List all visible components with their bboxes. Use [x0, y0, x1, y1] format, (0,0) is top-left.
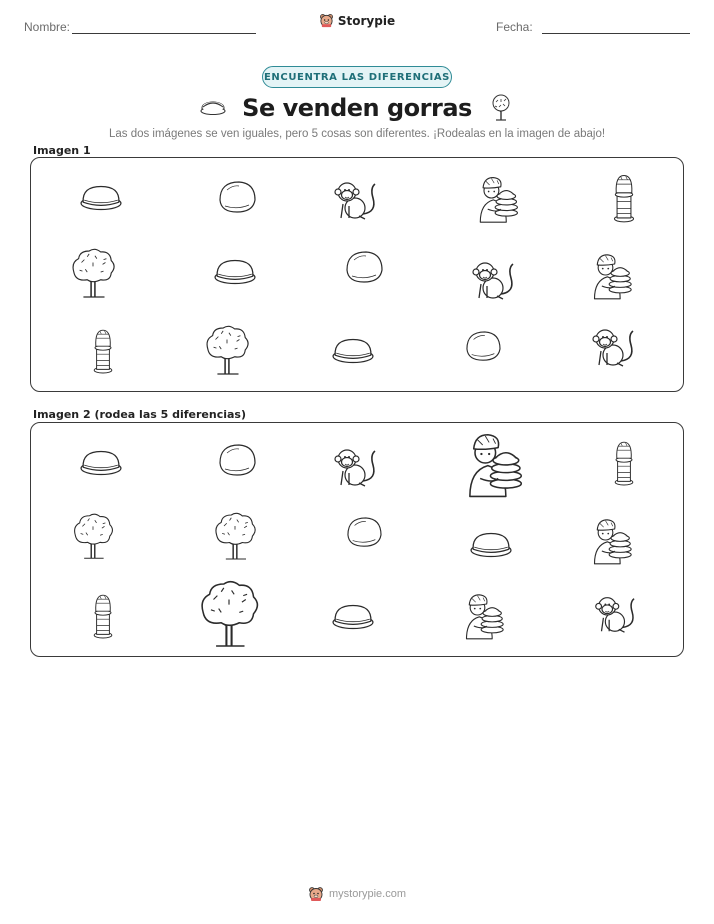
- panel-2-label: Imagen 2 (rodea las 5 diferencias): [33, 408, 247, 421]
- brand-name: Storypie: [337, 13, 396, 28]
- beret-icon: [463, 330, 503, 364]
- date-label: Fecha:: [496, 20, 533, 34]
- monkey-icon[interactable]: [590, 592, 636, 636]
- tree-icon: [204, 326, 250, 376]
- cap-stack-icon: [609, 172, 639, 224]
- cap-stack-icon: [88, 327, 118, 375]
- date-field[interactable]: [542, 33, 690, 34]
- footer: [0, 886, 714, 902]
- cap-icon: [80, 181, 122, 215]
- storypie-bear-icon: [308, 886, 324, 902]
- tree-icon[interactable]: [71, 514, 115, 560]
- peddler-icon[interactable]: [589, 514, 633, 566]
- beret-icon: [216, 180, 258, 216]
- activity-badge: ENCUENTRA LAS DIFERENCIAS: [262, 66, 452, 88]
- cap-stack-icon[interactable]: [609, 439, 639, 487]
- cap-icon[interactable]: [332, 600, 374, 634]
- instructions-text: Las dos imágenes se ven iguales, pero 5 cosas son diferentes. ¡Rodealas en la imagen de abajo!: [108, 128, 606, 140]
- beret-icon: [344, 250, 384, 286]
- monkey-icon: [587, 324, 635, 370]
- cap-icon: [200, 99, 226, 117]
- name-label: Nombre:: [24, 20, 71, 34]
- tree-icon: [70, 249, 116, 299]
- tree-icon: [488, 94, 514, 122]
- monkey-icon[interactable]: [329, 445, 377, 489]
- beret-icon[interactable]: [344, 516, 384, 550]
- monkey-icon: [329, 178, 377, 222]
- storypie-bear-icon: [319, 13, 334, 28]
- brand-logo: [0, 13, 714, 28]
- tree-icon[interactable]: [198, 580, 260, 650]
- image-1-panel: [30, 157, 684, 392]
- cap-icon[interactable]: [80, 446, 122, 480]
- cap-icon: [332, 335, 374, 367]
- peddler-icon[interactable]: [461, 589, 505, 641]
- peddler-icon: [474, 172, 520, 224]
- monkey-icon: [467, 257, 515, 303]
- tree-icon[interactable]: [213, 513, 257, 561]
- panel-1-label: Imagen 1: [33, 144, 91, 157]
- peddler-icon[interactable]: [462, 427, 524, 499]
- cap-icon[interactable]: [470, 529, 512, 561]
- beret-icon[interactable]: [217, 443, 257, 479]
- title-row: [0, 92, 714, 124]
- image-2-panel[interactable]: [30, 422, 684, 657]
- peddler-icon: [589, 249, 633, 301]
- page-title: Se venden gorras: [242, 94, 472, 122]
- name-field[interactable]: [72, 33, 256, 34]
- cap-stack-icon[interactable]: [88, 592, 118, 640]
- footer-site: mystorypie.com: [328, 888, 407, 900]
- cap-icon: [214, 256, 256, 288]
